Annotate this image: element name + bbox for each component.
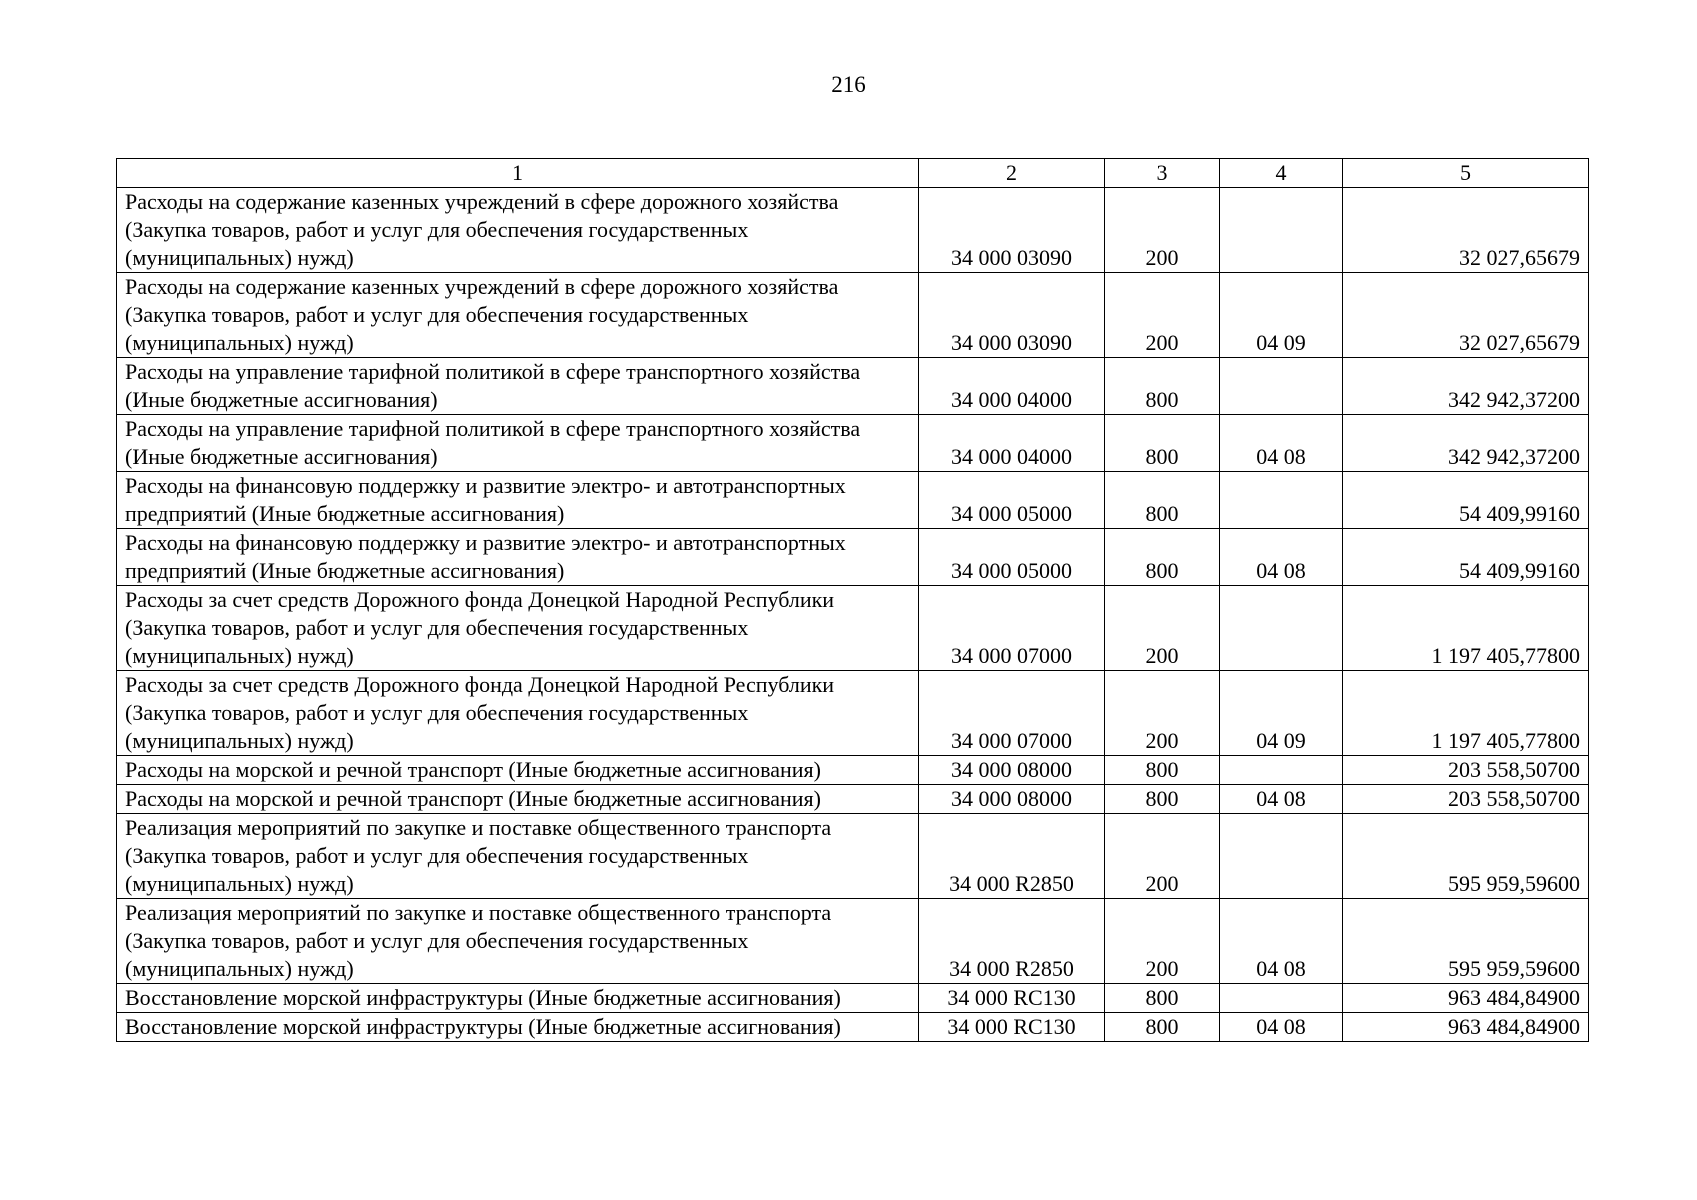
row-section-code: 04 09	[1220, 671, 1343, 756]
row-expense-type: 200	[1105, 273, 1220, 358]
column-header: 2	[919, 159, 1105, 188]
row-expense-type: 800	[1105, 472, 1220, 529]
row-target-code: 34 000 R2850	[919, 814, 1105, 899]
table-row	[117, 984, 1589, 1013]
table-row	[117, 273, 1589, 358]
row-amount: 32 027,65679	[1343, 188, 1589, 273]
row-target-code: 34 000 07000	[919, 671, 1105, 756]
row-expense-type: 800	[1105, 415, 1220, 472]
row-target-code: 34 000 03090	[919, 188, 1105, 273]
header-row	[117, 159, 1589, 188]
page-number: 216	[831, 72, 866, 97]
row-section-code: 04 08	[1220, 899, 1343, 984]
table-row	[117, 785, 1589, 814]
table-row	[117, 814, 1589, 899]
row-expense-type: 800	[1105, 756, 1220, 785]
row-expense-type: 800	[1105, 358, 1220, 415]
row-section-code: 04 09	[1220, 273, 1343, 358]
row-target-code: 34 000 08000	[919, 785, 1105, 814]
row-section-code	[1220, 984, 1343, 1013]
row-section-code: 04 08	[1220, 415, 1343, 472]
row-description: Восстановление морской инфраструктуры (Иные бюджетные ассигнования)	[117, 984, 919, 1013]
row-description: Реализация мероприятий по закупке и поставке общественного транспорта (Закупка товаров, работ и услуг для обеспечения государственных (муниципальных) нужд)	[117, 814, 919, 899]
row-target-code: 34 000 04000	[919, 415, 1105, 472]
row-description: Расходы на управление тарифной политикой в сфере транспортного хозяйства (Иные бюджетные ассигнования)	[117, 415, 919, 472]
row-section-code: 04 08	[1220, 1013, 1343, 1042]
column-header: 5	[1343, 159, 1589, 188]
row-description: Расходы за счет средств Дорожного фонда Донецкой Народной Республики (Закупка товаров, работ и услуг для обеспечения государственных (муниципальных) нужд)	[117, 586, 919, 671]
column-header: 4	[1220, 159, 1343, 188]
table-row	[117, 899, 1589, 984]
row-amount: 54 409,99160	[1343, 472, 1589, 529]
row-expense-type: 800	[1105, 529, 1220, 586]
table-row	[117, 415, 1589, 472]
row-target-code: 34 000 03090	[919, 273, 1105, 358]
row-section-code	[1220, 586, 1343, 671]
row-section-code	[1220, 756, 1343, 785]
row-amount: 963 484,84900	[1343, 1013, 1589, 1042]
row-expense-type: 200	[1105, 899, 1220, 984]
row-amount: 963 484,84900	[1343, 984, 1589, 1013]
budget-table	[116, 158, 1589, 1042]
table-row	[117, 188, 1589, 273]
row-target-code: 34 000 RC130	[919, 984, 1105, 1013]
row-expense-type: 200	[1105, 671, 1220, 756]
row-amount: 595 959,59600	[1343, 814, 1589, 899]
row-amount: 1 197 405,77800	[1343, 671, 1589, 756]
row-description: Восстановление морской инфраструктуры (Иные бюджетные ассигнования)	[117, 1013, 919, 1042]
row-section-code	[1220, 472, 1343, 529]
row-expense-type: 200	[1105, 814, 1220, 899]
row-description: Расходы на управление тарифной политикой в сфере транспортного хозяйства (Иные бюджетные ассигнования)	[117, 358, 919, 415]
row-amount: 203 558,50700	[1343, 785, 1589, 814]
row-amount: 342 942,37200	[1343, 358, 1589, 415]
row-amount: 203 558,50700	[1343, 756, 1589, 785]
row-amount: 54 409,99160	[1343, 529, 1589, 586]
row-section-code: 04 08	[1220, 785, 1343, 814]
row-target-code: 34 000 R2850	[919, 899, 1105, 984]
row-expense-type: 800	[1105, 1013, 1220, 1042]
row-amount: 32 027,65679	[1343, 273, 1589, 358]
row-amount: 342 942,37200	[1343, 415, 1589, 472]
row-description: Расходы за счет средств Дорожного фонда Донецкой Народной Республики (Закупка товаров, работ и услуг для обеспечения государственных (муниципальных) нужд)	[117, 671, 919, 756]
row-target-code: 34 000 08000	[919, 756, 1105, 785]
row-section-code	[1220, 358, 1343, 415]
row-section-code	[1220, 188, 1343, 273]
row-target-code: 34 000 04000	[919, 358, 1105, 415]
row-expense-type: 200	[1105, 188, 1220, 273]
row-section-code: 04 08	[1220, 529, 1343, 586]
table-row	[117, 1013, 1589, 1042]
table-row	[117, 586, 1589, 671]
row-target-code: 34 000 05000	[919, 472, 1105, 529]
row-expense-type: 200	[1105, 586, 1220, 671]
table-row	[117, 472, 1589, 529]
row-description: Расходы на морской и речной транспорт (Иные бюджетные ассигнования)	[117, 785, 919, 814]
table-row	[117, 529, 1589, 586]
row-expense-type: 800	[1105, 785, 1220, 814]
row-description: Расходы на морской и речной транспорт (Иные бюджетные ассигнования)	[117, 756, 919, 785]
table-body	[117, 188, 1589, 1042]
row-description: Расходы на содержание казенных учреждений в сфере дорожного хозяйства (Закупка товаров, работ и услуг для обеспечения государственных (муниципальных) нужд)	[117, 188, 919, 273]
row-target-code: 34 000 05000	[919, 529, 1105, 586]
table-row	[117, 358, 1589, 415]
row-expense-type: 800	[1105, 984, 1220, 1013]
row-description: Расходы на содержание казенных учреждений в сфере дорожного хозяйства (Закупка товаров, работ и услуг для обеспечения государственных (муниципальных) нужд)	[117, 273, 919, 358]
row-description: Расходы на финансовую поддержку и развитие электро- и автотранспортных предприятий (Иные бюджетные ассигнования)	[117, 529, 919, 586]
table-row	[117, 756, 1589, 785]
row-target-code: 34 000 RC130	[919, 1013, 1105, 1042]
row-target-code: 34 000 07000	[919, 586, 1105, 671]
row-description: Расходы на финансовую поддержку и развитие электро- и автотранспортных предприятий (Иные бюджетные ассигнования)	[117, 472, 919, 529]
row-amount: 1 197 405,77800	[1343, 586, 1589, 671]
row-description: Реализация мероприятий по закупке и поставке общественного транспорта (Закупка товаров, работ и услуг для обеспечения государственных (муниципальных) нужд)	[117, 899, 919, 984]
row-amount: 595 959,59600	[1343, 899, 1589, 984]
table-row	[117, 671, 1589, 756]
column-header: 3	[1105, 159, 1220, 188]
row-section-code	[1220, 814, 1343, 899]
column-header: 1	[117, 159, 919, 188]
